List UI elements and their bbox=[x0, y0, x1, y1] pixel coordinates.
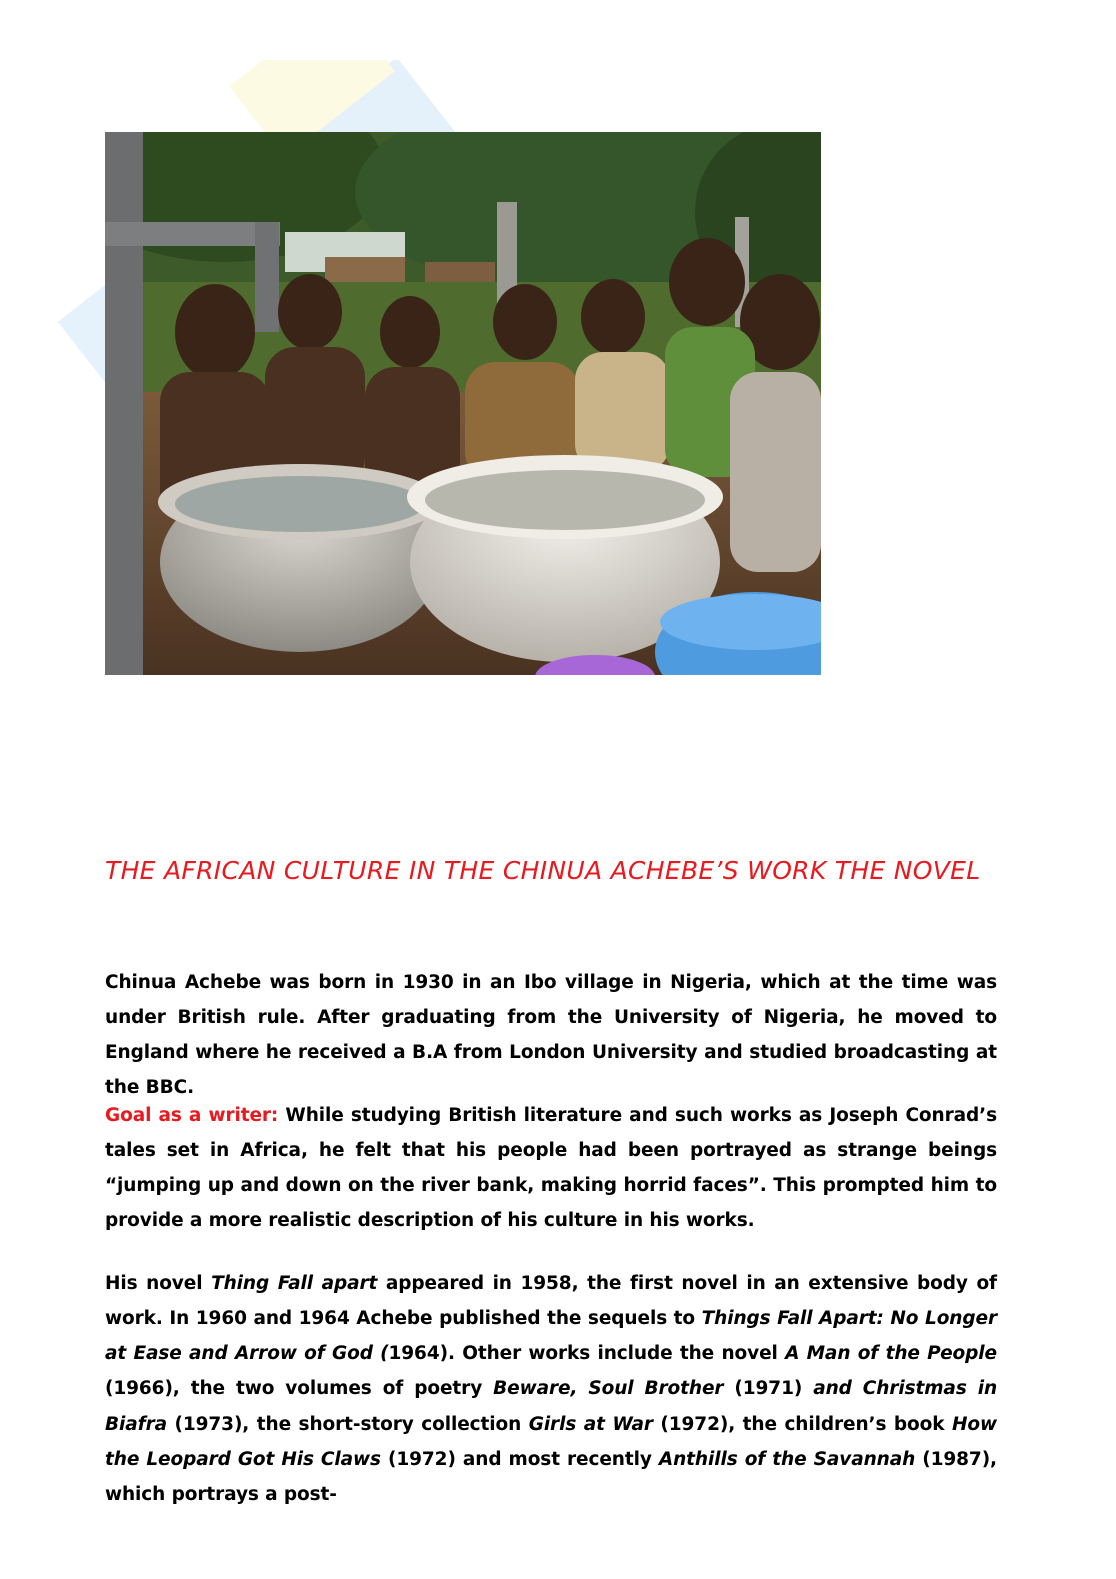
book-title: Girls at War bbox=[528, 1413, 653, 1435]
works-text: 1964). Other works include the novel bbox=[388, 1343, 786, 1365]
document-title: THE AFRICAN CULTURE IN THE CHINUA ACHEBE’S WORK THE NOVEL bbox=[105, 856, 981, 885]
works-text: appeared in 1958, the first novel in an extensive body of work. In 1960 and 1964 Achebe published the sequels to bbox=[105, 1272, 997, 1329]
book-title: How the Leopard Got His Claws bbox=[105, 1413, 997, 1470]
works-text: (1972), the children’s book bbox=[652, 1413, 952, 1435]
paragraph-goal bbox=[105, 1098, 997, 1239]
works-text: (1971) bbox=[723, 1378, 814, 1400]
children-washing-photo bbox=[105, 132, 821, 675]
goal-text: While studying British literature and such works as Joseph Conrad’s tales set in Africa, he felt that his people had been portrayed as strange beings “jumping up and down on the river bank, making horrid faces”. This prompted him to provide a more realistic description of his culture in his works. bbox=[105, 1104, 998, 1232]
works-text: (1987), which portrays a post- bbox=[105, 1448, 997, 1506]
works-text: (1973), the short-story collection bbox=[166, 1413, 529, 1435]
book-title: Anthills of the Savannah bbox=[658, 1448, 916, 1470]
book-title: Things Fall Apart: No Longer at Ease and Arrow of God ( bbox=[105, 1307, 997, 1365]
book-title: and Christmas in Biafra bbox=[105, 1378, 998, 1435]
works-text: (1966), the two volumes of poetry bbox=[105, 1378, 494, 1400]
book-title: Beware, Soul Brother bbox=[493, 1378, 724, 1400]
works-text: (1972) and most recently bbox=[380, 1448, 659, 1470]
works-text: His novel bbox=[105, 1272, 212, 1294]
paragraph-biography: Chinua Achebe was born in 1930 in an Ibo village in Nigeria, which at the time was under British rule. After graduating from the University of Nigeria, he moved to England where he received a B.A from London University and studied broadcasting at the BBC. bbox=[105, 971, 997, 1099]
paragraph-works bbox=[105, 1266, 997, 1513]
book-title: A Man of the People bbox=[785, 1343, 997, 1365]
goal-label: Goal as a writer: bbox=[105, 1104, 279, 1126]
book-title: Thing Fall apart bbox=[211, 1272, 378, 1294]
